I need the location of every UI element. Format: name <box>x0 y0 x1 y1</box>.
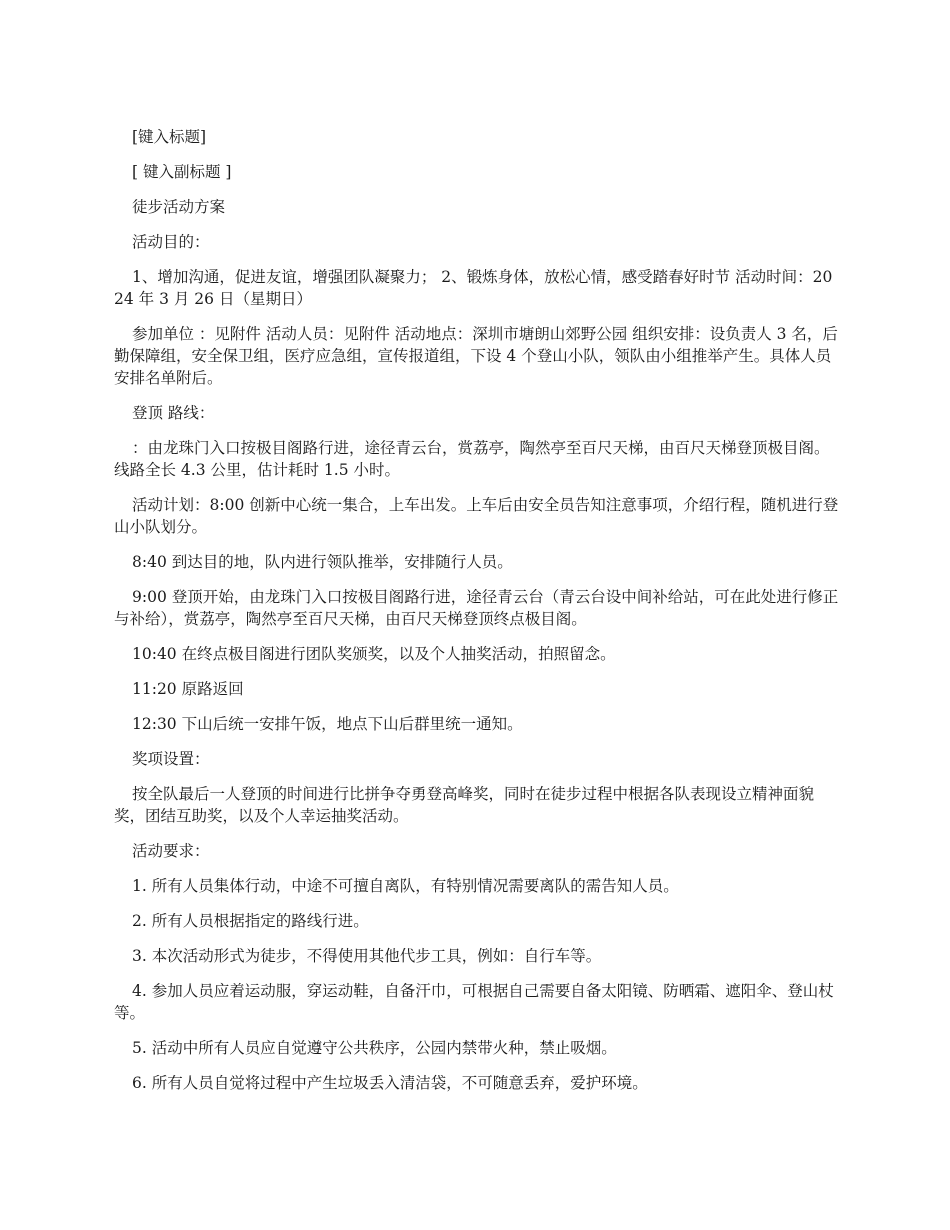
requirement-item: 3. 本次活动形式为徒步，不得使用其他代步工具，例如：自行车等。 <box>132 947 602 965</box>
requirement-item: 5. 活动中所有人员应自觉遵守公共秩序，公园内禁带火种，禁止吸烟。 <box>132 1039 617 1057</box>
section-route-label: 登顶 路线： <box>132 404 215 422</box>
section-purpose-label: 活动目的： <box>132 233 210 251</box>
route-text: ：由龙珠门入口按极目阁路行进，途径青云台，赏荔亭，陶然亭至百尺天梯，由百尺天梯登顶极目阁。线路全长 4.3 公里，估计耗时 1.5 小时。 <box>114 439 830 479</box>
requirement-item: 4. 参加人员应着运动服，穿运动鞋，自备汗巾，可根据自己需要自备太阳镜、防晒霜、遮阳伞、登山杖等。 <box>114 982 834 1022</box>
schedule-item: 8:40 到达目的地，队内进行领队推举，安排随行人员。 <box>132 553 513 571</box>
schedule-item: 10:40 在终点极目阁进行团队奖颁奖，以及个人抽奖活动，拍照留念。 <box>132 645 616 663</box>
awards-text: 按全队最后一人登顶的时间进行比拼争夺勇登高峰奖，同时在徒步过程中根据各队表现设立精神面貌奖，团结互助奖，以及个人幸运抽奖活动。 <box>114 785 815 825</box>
plan-text: 活动计划：8:00 创新中心统一集合，上车出发。上车后由安全员告知注意事项，介绍行程，随机进行登山小队划分。 <box>114 496 839 536</box>
title-placeholder: [键入标题] <box>132 128 207 146</box>
document-body <box>114 126 840 1107</box>
schedule-item: 11:20 原路返回 <box>132 680 244 698</box>
purpose-text: 1、增加沟通，促进友谊，增强团队凝聚力； 2、锻炼身体，放松心情，感受踏春好时节 活动时间：2024 年 3 月 26 日（星期日） <box>114 268 833 308</box>
schedule-item: 12:30 下山后统一安排午饭，地点下山后群里统一通知。 <box>132 715 523 733</box>
section-awards-label: 奖项设置： <box>132 750 210 768</box>
schedule-item: 9:00 登顶开始，由龙珠门入口按极目阁路行进，途径青云台（青云台设中间补给站，可在此处进行修正与补给），赏荔亭，陶然亭至百尺天梯，由百尺天梯登顶终点极目阁。 <box>114 588 839 628</box>
subtitle-placeholder: [ 键入副标题 ] <box>132 163 232 181</box>
requirement-item: 2. 所有人员根据指定的路线行进。 <box>132 912 369 930</box>
document-heading: 徒步活动方案 <box>132 198 226 216</box>
requirement-item: 1. 所有人员集体行动，中途不可擅自离队，有特别情况需要离队的需告知人员。 <box>132 877 679 895</box>
section-requirements-label: 活动要求： <box>132 842 210 860</box>
organization-text: 参加单位 ：见附件 活动人员：见附件 活动地点：深圳市塘朗山郊野公园 组织安排：设负责人 3 名，后勤保障组，安全保卫组，医疗应急组，宣传报道组，下设 4 个登山小队，领队由小组推举产生。具体人员安排名单附后。 <box>114 325 838 387</box>
requirement-item: 6. 所有人员自觉将过程中产生垃圾丢入清洁袋，不可随意丢弃，爱护环境。 <box>132 1074 648 1092</box>
